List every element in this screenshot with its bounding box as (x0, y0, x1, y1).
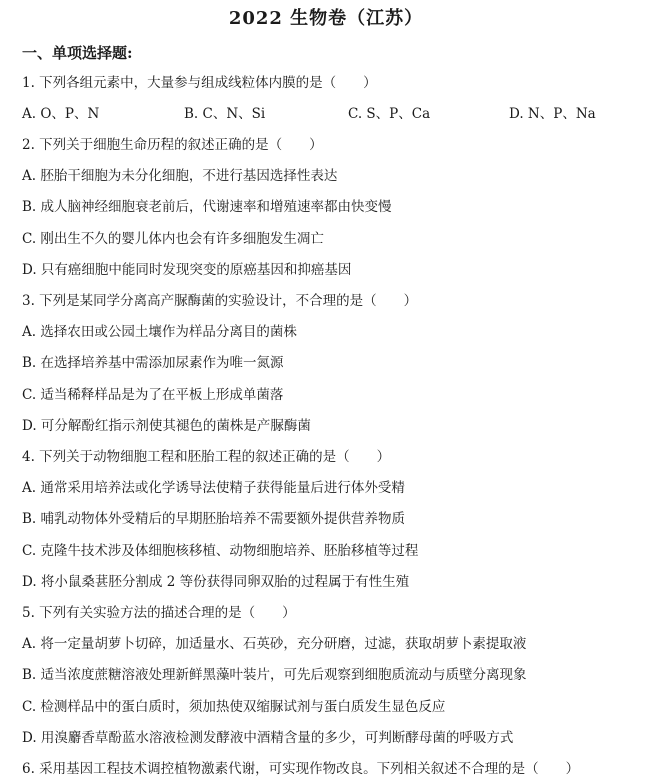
question-1-option-c: C. S、P、Ca (348, 106, 431, 122)
question-5-stem: 5. 下列有关实验方法的描述合理的是（ ） (22, 605, 296, 621)
page-title: 2022 生物卷（江苏） (228, 8, 424, 29)
question-5-option-c: C. 检测样品中的蛋白质时，须加热使双缩脲试剂与蛋白质发生显色反应 (22, 699, 446, 715)
question-4-option-d: D. 将小鼠桑葚胚分割成 2 等份获得同卵双胎的过程属于有性生殖 (22, 574, 410, 590)
question-3-option-a: A. 选择农田或公园土壤作为样品分离目的菌株 (22, 324, 297, 340)
question-1-option-d: D. N、P、Na (509, 106, 596, 122)
section-heading: 一、单项选择题: (22, 44, 133, 62)
question-6-stem: 6. 采用基因工程技术调控植物激素代谢，可实现作物改良。下列相关叙述不合理的是（ ） (22, 761, 580, 777)
question-4-stem: 4. 下列关于动物细胞工程和胚胎工程的叙述正确的是（ ） (22, 449, 391, 465)
question-1-option-b: B. C、N、Si (184, 106, 266, 122)
question-4-option-b: B. 哺乳动物体外受精后的早期胚胎培养不需要额外提供营养物质 (22, 511, 406, 527)
question-2-stem: 2. 下列关于细胞生命历程的叙述正确的是（ ） (22, 137, 323, 153)
question-2-option-b: B. 成人脑神经细胞衰老前后，代谢速率和增殖速率都由快变慢 (22, 199, 392, 215)
question-5-option-a: A. 将一定量胡萝卜切碎，加适量水、石英砂，充分研磨，过滤，获取胡萝卜素提取液 (22, 636, 527, 652)
question-4-option-c: C. 克隆牛技术涉及体细胞核移植、动物细胞培养、胚胎移植等过程 (22, 543, 419, 559)
question-3-stem: 3. 下列是某同学分离高产脲酶菌的实验设计，不合理的是（ ） (22, 293, 418, 309)
question-1-option-a: A. O、P、N (22, 106, 100, 122)
question-2-option-c: C. 刚出生不久的婴儿体内也会有许多细胞发生凋亡 (22, 231, 324, 247)
question-5-option-d: D. 用溴麝香草酚蓝水溶液检测发酵液中酒精含量的多少，可判断酵母菌的呼吸方式 (22, 730, 514, 746)
question-2-option-d: D. 只有癌细胞中能同时发现突变的原癌基因和抑癌基因 (22, 262, 352, 278)
question-3-option-d: D. 可分解酚红指示剂使其褪色的菌株是产脲酶菌 (22, 418, 311, 434)
question-2-option-a: A. 胚胎干细胞为未分化细胞，不进行基因选择性表达 (22, 168, 338, 184)
question-1-stem: 1. 下列各组元素中，大量参与组成线粒体内膜的是（ ） (22, 75, 377, 91)
question-3-option-b: B. 在选择培养基中需添加尿素作为唯一氮源 (22, 355, 284, 371)
question-4-option-a: A. 通常采用培养法或化学诱导法使精子获得能量后进行体外受精 (22, 480, 405, 496)
question-3-option-c: C. 适当稀释样品是为了在平板上形成单菌落 (22, 387, 284, 403)
question-5-option-b: B. 适当浓度蔗糖溶液处理新鲜黑藻叶装片，可先后观察到细胞质流动与质壁分离现象 (22, 667, 527, 683)
